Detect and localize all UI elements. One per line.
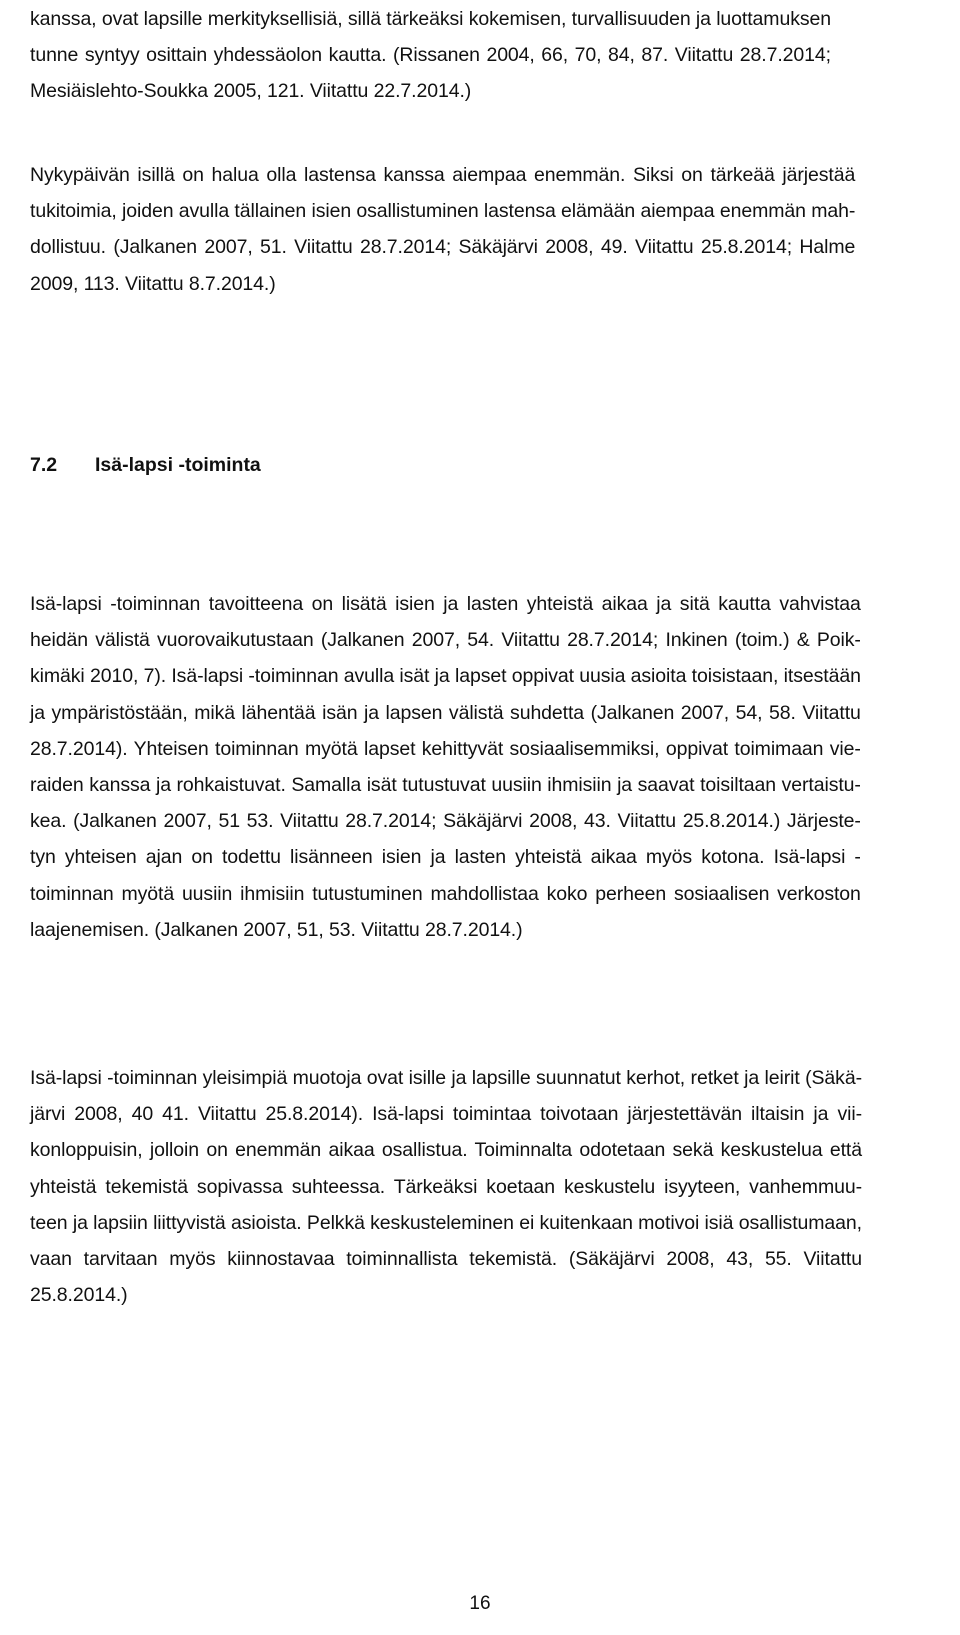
text-line: dollistuu. (Jalkanen 2007, 51. Viitattu 28.7.2014; Säkäjärvi 2008, 49. Viitattu 25.8.2014; Halme bbox=[30, 236, 856, 259]
paragraph-activity-forms bbox=[30, 1060, 862, 1313]
text-line: ja ympäristöstään, mikä lähentää isän ja lapsen välistä suhdetta (Jalkanen 2007, 54, 58. Viitattu bbox=[30, 701, 861, 724]
text-line: yhteistä tekemistä sopivassa suhteessa. Tärkeäksi koetaan keskustelu isyyteen, vanhemmuu- bbox=[30, 1175, 862, 1198]
text-line: toiminnan myötä uusiin ihmisiin tutustuminen mahdollistaa koko perheen sosiaalisen verkoston bbox=[30, 882, 861, 905]
text-line: 25.8.2014.) bbox=[30, 1284, 128, 1307]
text-line: kanssa, ovat lapsille merkityksellisiä, sillä tärkeäksi kokemisen, turvallisuuden ja luottamuksen bbox=[30, 8, 831, 30]
text-line: Isä-lapsi -toiminnan yleisimpiä muotoja ovat isille ja lapsille suunnatut kerhot, retket ja leirit (Säkä- bbox=[30, 1067, 862, 1089]
text-line: laajenemisen. (Jalkanen 2007, 51, 53. Viitattu 28.7.2014.) bbox=[30, 918, 523, 941]
section-number: 7.2 bbox=[30, 454, 58, 476]
text-line: Isä-lapsi -toiminnan tavoitteena on lisätä isien ja lasten yhteistä aikaa ja sitä kautta vahvistaa bbox=[30, 593, 861, 615]
text-line: 28.7.2014). Yhteisen toiminnan myötä lapset kehittyvät sosiaalisemmiksi, oppivat toimimaan vie- bbox=[30, 737, 861, 760]
text-line: tyn yhteisen ajan on todettu lisänneen isien ja lasten yhteistä aikaa myös kotona. Isä-lapsi - bbox=[30, 846, 861, 869]
section-title: Isä-lapsi -toiminta bbox=[95, 454, 261, 476]
text-line: Nykypäivän isillä on halua olla lastensa kanssa aiempaa enemmän. Siksi on tärkeää järjestää bbox=[30, 164, 856, 186]
text-line: kimäki 2010, 7). Isä-lapsi -toiminnan avulla isät ja lapset oppivat uusia asioita toisistaan, itsestään bbox=[30, 665, 861, 688]
paragraph-fathers-today bbox=[30, 157, 855, 302]
text-line: konloppuisin, jolloin on enemmän aikaa osallistua. Toiminnalta odotetaan sekä keskustelua että bbox=[30, 1139, 862, 1162]
text-line: järvi 2008, 40 41. Viitattu 25.8.2014). Isä-lapsi toimintaa toivotaan järjestettävän iltaisin ja vii- bbox=[30, 1103, 862, 1126]
text-line: vaan tarvitaan myös kiinnostavaa toiminnallista tekemistä. (Säkäjärvi 2008, 43, 55. Viitattu bbox=[30, 1248, 862, 1271]
text-line: raiden kanssa ja rohkaistuvat. Samalla isät tutustuvat uusiin ihmisiin ja saavat toisiltaan vertaistu- bbox=[30, 774, 861, 797]
text-line: heidän välistä vuorovaikutustaan (Jalkanen 2007, 54. Viitattu 28.7.2014; Inkinen (toim.) & Poik- bbox=[30, 629, 861, 652]
intro-paragraph bbox=[30, 1, 831, 110]
section-heading bbox=[30, 450, 261, 480]
text-line: teen ja lapsiin liittyvistä asioista. Pelkkä keskusteleminen ei kuitenkaan motivoi isiä osallistumaan, bbox=[30, 1211, 862, 1234]
paragraph-father-child-activity bbox=[30, 586, 861, 948]
text-line: Mesiäislehto-Soukka 2005, 121. Viitattu 22.7.2014.) bbox=[30, 80, 472, 103]
text-line: kea. (Jalkanen 2007, 51 53. Viitattu 28.7.2014; Säkäjärvi 2008, 43. Viitattu 25.8.2014.) Järjeste- bbox=[30, 810, 861, 833]
page-number: 16 bbox=[469, 1593, 491, 1614]
text-line: tunne syntyy osittain yhdessäolon kautta. (Rissanen 2004, 66, 70, 84, 87. Viitattu 28.7.2014; bbox=[30, 44, 831, 67]
text-line: 2009, 113. Viitattu 8.7.2014.) bbox=[30, 272, 276, 295]
text-line: tukitoimia, joiden avulla tällainen isien osallistuminen lastensa elämään aiempaa enemmän mah- bbox=[30, 200, 856, 223]
